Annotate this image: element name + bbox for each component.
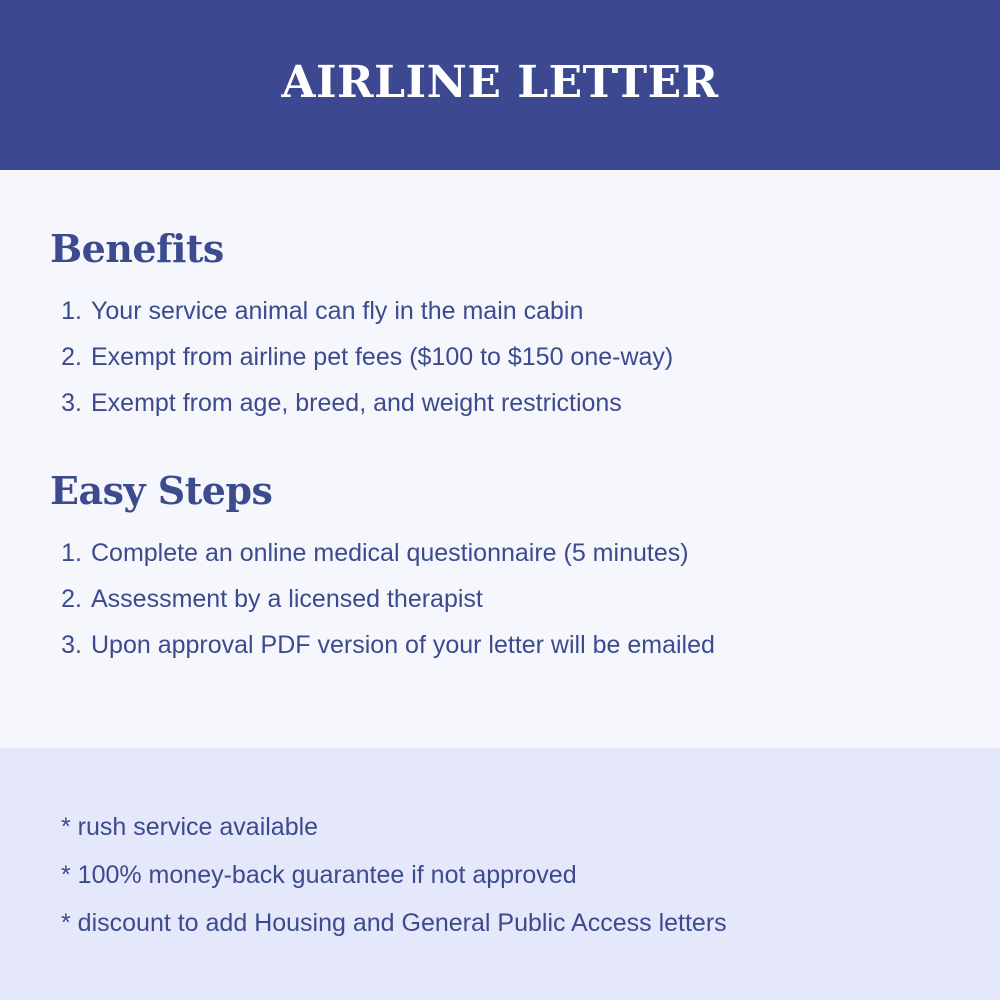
page-title: AIRLINE LETTER (281, 57, 719, 108)
list-item-number: 2. (61, 585, 82, 613)
note-item: * rush service available (61, 813, 319, 841)
list-item (0, 386, 1000, 432)
footer-notes-panel (0, 748, 1000, 1000)
list-item (0, 628, 1000, 674)
list-item-number: 3. (61, 631, 82, 659)
list-item-number: 3. (61, 389, 82, 417)
notes-list (61, 810, 727, 954)
easy-steps-heading: Easy Steps (50, 468, 273, 513)
list-item-text: Assessment by a licensed therapist (91, 585, 483, 613)
header-banner (0, 0, 1000, 170)
list-item (0, 294, 1000, 340)
easy-steps-list (0, 536, 1000, 674)
benefits-heading: Benefits (50, 226, 224, 271)
list-item-text: Exempt from airline pet fees ($100 to $150 one-way) (91, 343, 674, 371)
list-item-text: Exempt from age, breed, and weight restrictions (91, 389, 622, 417)
list-item-number: 1. (61, 297, 82, 325)
list-item-text: Your service animal can fly in the main cabin (91, 297, 584, 325)
list-item-text: Upon approval PDF version of your letter will be emailed (91, 631, 715, 659)
list-item (0, 340, 1000, 386)
list-item (0, 536, 1000, 582)
list-item-text: Complete an online medical questionnaire (5 minutes) (91, 539, 689, 567)
main-content (0, 170, 1000, 748)
benefits-list (0, 294, 1000, 432)
note-item: * 100% money-back guarantee if not approved (61, 861, 577, 889)
list-item-number: 2. (61, 343, 82, 371)
note-item: * discount to add Housing and General Public Access letters (61, 909, 727, 937)
list-item (0, 582, 1000, 628)
list-item-number: 1. (61, 539, 82, 567)
